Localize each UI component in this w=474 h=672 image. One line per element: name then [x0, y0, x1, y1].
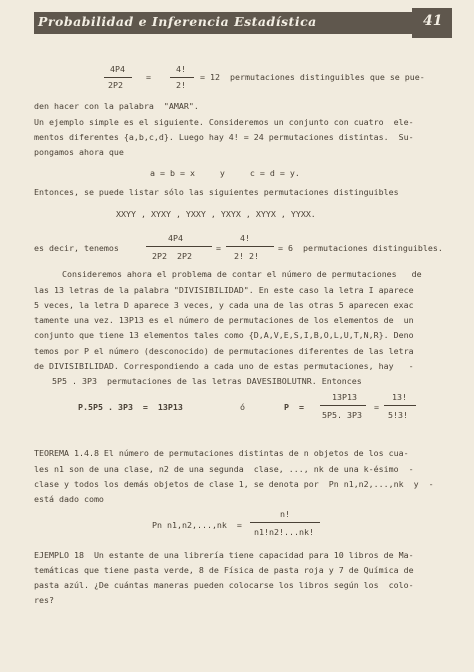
eq2-den-mid: 2! 2! [234, 251, 259, 261]
eq3-frac-line-right [384, 405, 416, 406]
text-line: Consideremos ahora el problema de contar el número de permutaciones de [62, 269, 422, 279]
eq1-equals: = [146, 72, 151, 82]
page-number: 41 [423, 13, 443, 29]
eq1-den-left: 2P2 [108, 80, 123, 90]
eq2-frac-line-mid [226, 246, 274, 247]
running-header-title: Probabilidad e Inferencia Estadística [38, 14, 317, 29]
eq1-num-left: 4P4 [110, 64, 125, 74]
text-line: las 13 letras de la palabra "DIVISIBILIDAD". En este caso la letra I aparece [34, 285, 414, 295]
theorem-line: está dado como [34, 494, 104, 504]
eq1-frac-line-mid [170, 77, 194, 78]
example-line: EJEMPLO 18 Un estante de una librería tiene capacidad para 10 libros de Ma- [34, 550, 414, 560]
eq2-num-left: 4P4 [168, 233, 183, 243]
eq2-frac-line-left [146, 246, 212, 247]
eq1-num-mid: 4! [176, 64, 186, 74]
eq3-den-mid: 5P5. 3P3 [322, 410, 362, 420]
eq3-equals: = [374, 402, 379, 412]
eq1-rhs: = 12 permutaciones distinguibles que se pue- [200, 72, 425, 82]
text-line: a = b = x y c = d = y. [150, 168, 300, 178]
eq2-equals: = [216, 243, 221, 253]
text-line: Un ejemplo simple es el siguiente. Consideremos un conjunto con cuatro ele- [34, 117, 414, 127]
theorem-line: les n1 son de una clase, n2 de una segunda clase, ..., nk de una k-ésimo - [34, 464, 414, 474]
eq4-den: n1!n2!...nk! [254, 527, 314, 537]
eq2-rhs: = 6 permutaciones distinguibles. [278, 243, 443, 253]
eq3-left: P.5P5 . 3P3 = 13P13 [78, 402, 183, 412]
text-line: Entonces, se puede listar sólo las siguientes permutaciones distinguibles [34, 187, 399, 197]
theorem-line: TEOREMA 1.4.8 El número de permutaciones distintas de n objetos de los cua- [34, 448, 409, 458]
eq3-or: ó [240, 402, 245, 412]
eq4-frac-line [250, 522, 320, 523]
eq3-frac-line-mid [320, 405, 366, 406]
text-line: conjunto que tiene 13 elementos tales como {D,A,V,E,S,I,B,O,L,U,T,N,R}. Deno [34, 330, 414, 340]
text-line: mentos diferentes {a,b,c,d}. Luego hay 4! = 24 permutaciones distintas. Su- [34, 132, 414, 142]
theorem-line: clase y todos los demás objetos de clase 1, se denota por Pn n1,n2,...,nk y - [34, 479, 434, 489]
example-line: res? [34, 595, 54, 605]
text-line: XXYY , XYXY , YXXY , YXYX , XYYX , YYXX. [116, 209, 316, 219]
text-line: tamente una vez. 13P13 es el número de permutaciones de los elementos de un [34, 315, 414, 325]
eq1-frac-line-left [104, 77, 132, 78]
eq3-num-mid: 13P13 [332, 392, 357, 402]
eq1-den-mid: 2! [176, 80, 186, 90]
example-line: pasta azúl. ¿De cuántas maneras pueden colocarse los libros según los colo- [34, 580, 414, 590]
eq2-den-left: 2P2 2P2 [152, 251, 192, 261]
eq4-num: n! [280, 509, 290, 519]
text-line: 5 veces, la letra D aparece 3 veces, y cada una de las otras 5 aparecen exac [34, 300, 414, 310]
text-line: de DIVISIBILIDAD. Correspondiendo a cada uno de estas permutaciones, hay - [34, 361, 414, 371]
text-line: 5P5 . 3P3 permutaciones de las letras DAVESIBOLUTNR. Entonces [52, 376, 362, 386]
text-line: temos por P el número (desconocido) de permutaciones diferentes de las letra [34, 346, 414, 356]
eq2-num-mid: 4! [240, 233, 250, 243]
eq4-lhs: Pn n1,n2,...,nk = [152, 520, 242, 530]
text-line: den hacer con la palabra "AMAR". [34, 101, 199, 111]
eq3-num-right: 13! [392, 392, 407, 402]
eq3-p: P = [284, 402, 304, 412]
eq3-den-right: 5!3! [388, 410, 408, 420]
example-line: temáticas que tiene pasta verde, 8 de Física de pasta roja y 7 de Química de [34, 565, 414, 575]
text-line: pongamos ahora que [34, 147, 124, 157]
eq2-lead: es decir, tenemos [34, 243, 119, 253]
